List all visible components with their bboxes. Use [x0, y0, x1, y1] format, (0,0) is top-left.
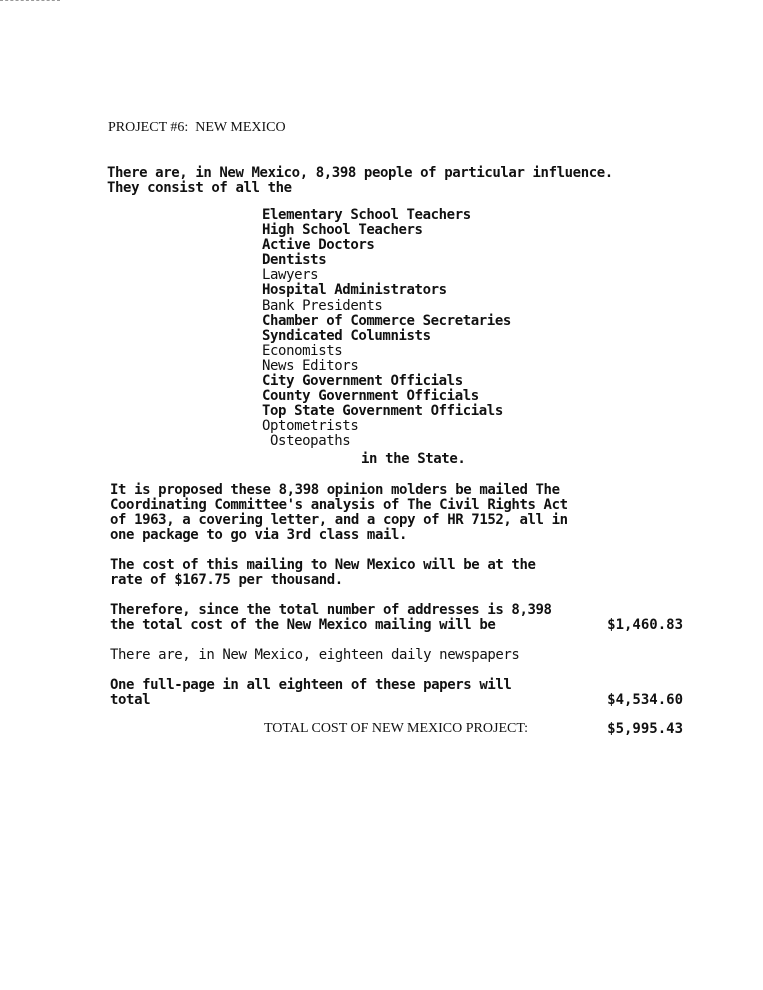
- list-item: News Editors: [262, 357, 359, 374]
- grand-total-amount: $5,995.43: [607, 721, 683, 737]
- list-item: Osteopaths: [262, 433, 351, 450]
- cost-rate-line-1: The cost of this mailing to New Mexico will be at the: [110, 557, 536, 573]
- list-item: Bank Presidents: [262, 297, 383, 314]
- list-item: Optometrists: [262, 418, 359, 435]
- list-item: Elementary School Teachers: [262, 207, 471, 223]
- list-item: Hospital Administrators: [262, 282, 447, 299]
- grand-total-label: TOTAL COST OF NEW MEXICO PROJECT:: [264, 721, 529, 736]
- intro-line-2: They consist of all the: [107, 180, 292, 196]
- intro-line-1: There are, in New Mexico, 8,398 people of particular influence.: [107, 165, 613, 181]
- list-item: City Government Officials: [262, 373, 463, 390]
- mailing-total-amount: $1,460.83: [607, 617, 683, 633]
- list-item: Lawyers: [262, 267, 319, 284]
- list-item: Chamber of Commerce Secretaries: [262, 312, 511, 329]
- mailing-total-line-1: Therefore, since the total number of addresses is 8,398: [110, 602, 552, 618]
- list-item: Syndicated Columnists: [262, 327, 431, 344]
- page-title: PROJECT #6: NEW MEXICO: [108, 120, 286, 135]
- fullpage-line-2: total: [110, 692, 151, 708]
- proposal-line-3: of 1963, a covering letter, and a copy of HR 7152, all in: [110, 512, 568, 528]
- list-item: High School Teachers: [262, 222, 423, 239]
- in-the-state-text: in the State.: [361, 451, 466, 467]
- list-item: Economists: [262, 342, 343, 359]
- fullpage-amount: $4,534.60: [607, 692, 683, 708]
- cost-rate-line-2: rate of $167.75 per thousand.: [110, 572, 343, 588]
- list-item: Active Doctors: [262, 237, 375, 254]
- proposal-line-2: Coordinating Committee's analysis of The Civil Rights Act: [110, 497, 568, 513]
- mailing-total-line-2: the total cost of the New Mexico mailing will be: [110, 617, 496, 633]
- proposal-line-1: It is proposed these 8,398 opinion molders be mailed The: [110, 482, 560, 498]
- fullpage-line-1: One full-page in all eighteen of these papers will: [110, 677, 512, 693]
- list-item: Dentists: [262, 252, 327, 269]
- scan-edge-mark: [0, 0, 60, 1]
- influence-groups-list: [262, 208, 511, 450]
- list-item: Top State Government Officials: [262, 403, 503, 420]
- proposal-line-4: one package to go via 3rd class mail.: [110, 527, 408, 543]
- list-item: County Government Officials: [262, 388, 479, 405]
- newspapers-line: There are, in New Mexico, eighteen daily newspapers: [110, 647, 520, 663]
